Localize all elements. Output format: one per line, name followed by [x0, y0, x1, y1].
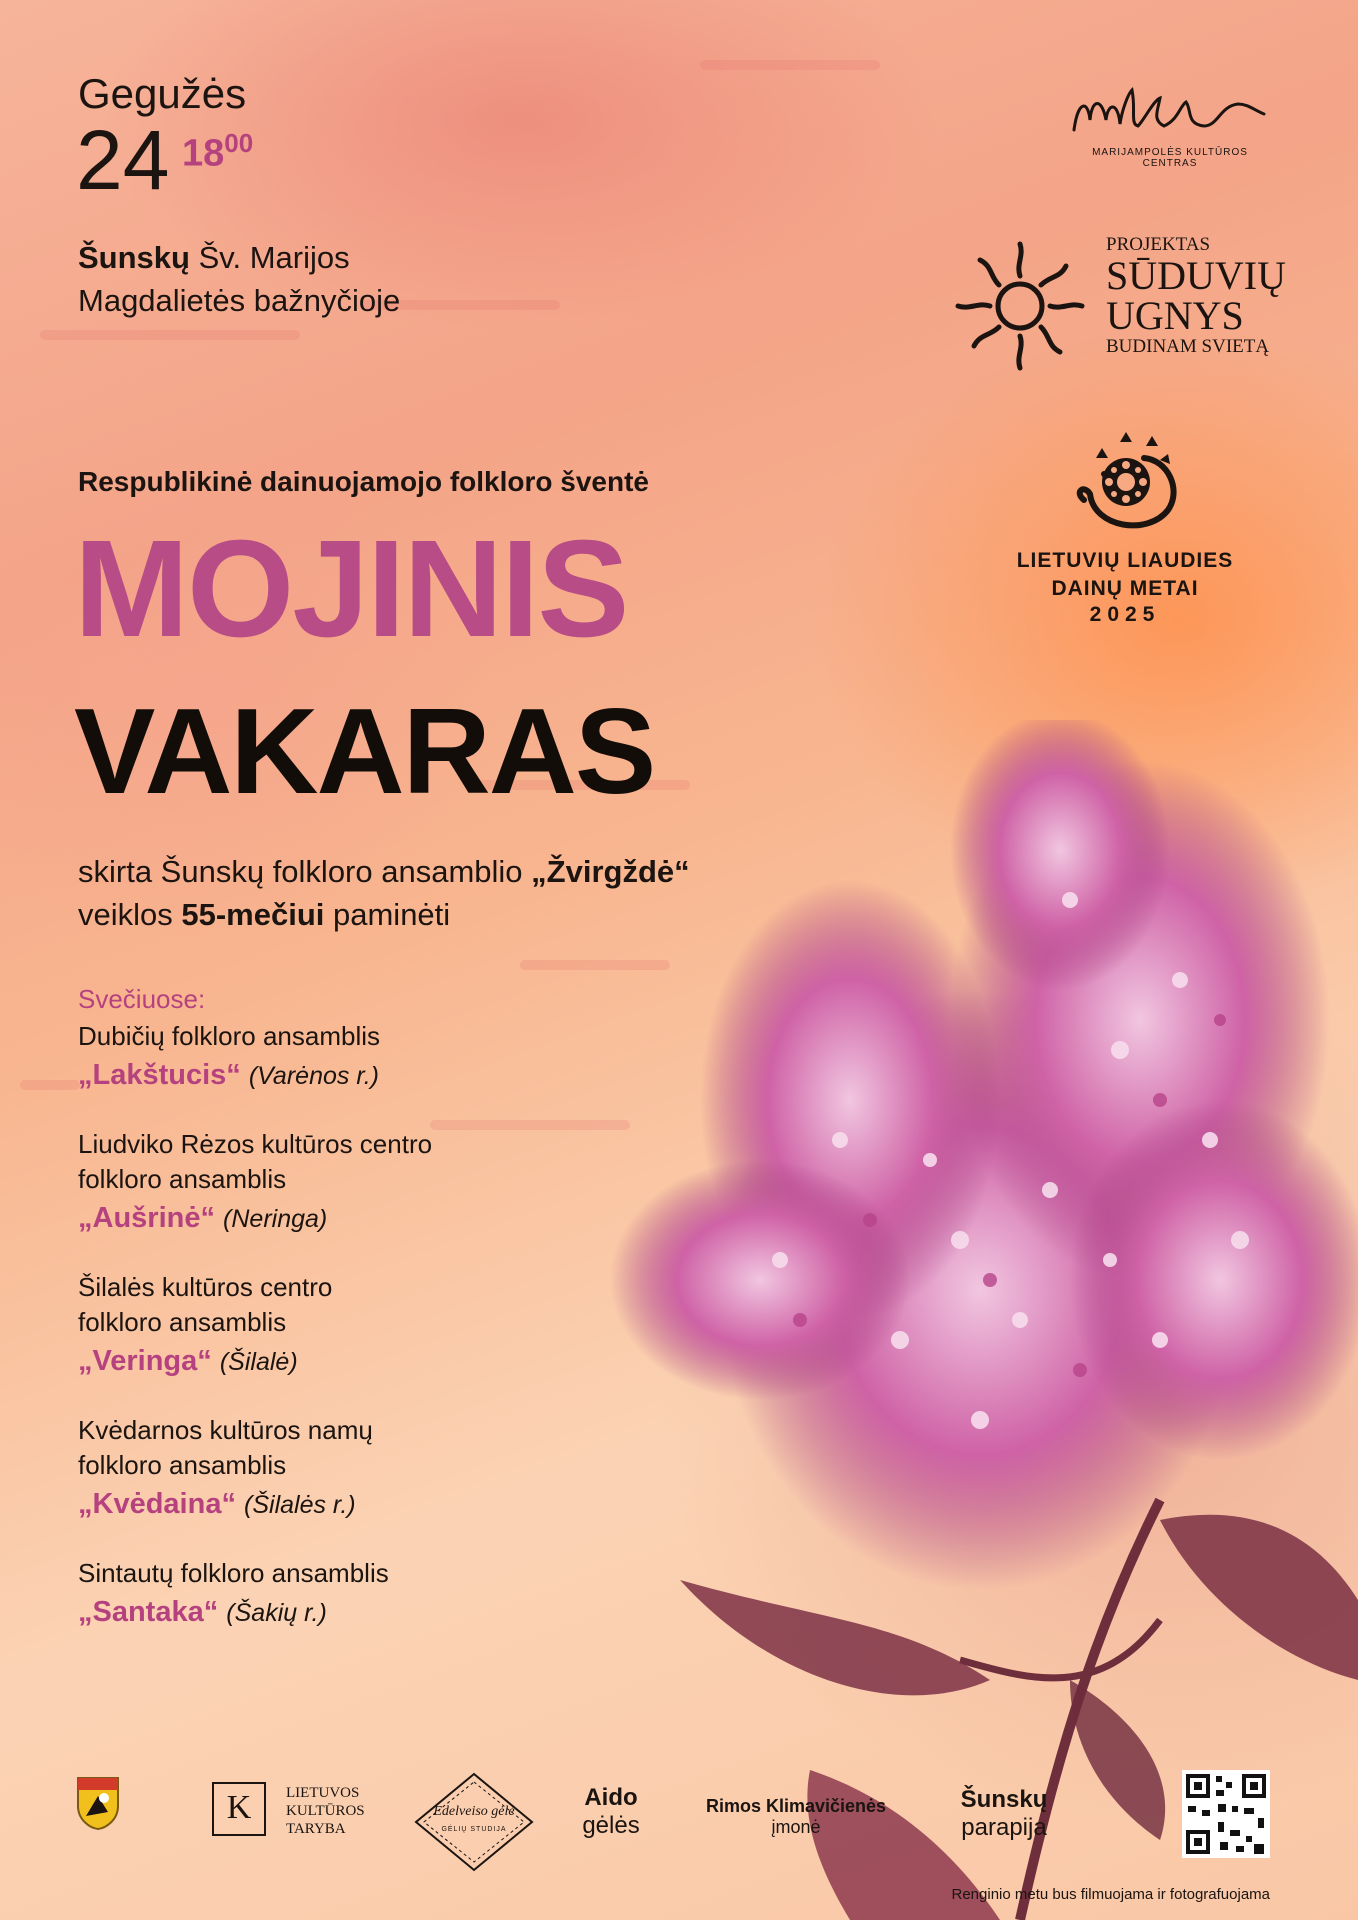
coat-of-arms-icon: [76, 1776, 120, 1830]
rimos-line1: Rimos Klimavičienės: [705, 1796, 887, 1816]
dedication-anniversary: 55-mečiui: [181, 897, 325, 932]
parapija-line1: Šunskų: [960, 1786, 1048, 1813]
texture-streak: [20, 1080, 80, 1090]
time-minutes: 00: [224, 128, 254, 158]
aido-geles: [566, 1784, 656, 1840]
guest-org: Sintautų folkloro ansamblis: [78, 1558, 389, 1588]
guest-place: (Neringa): [223, 1205, 328, 1233]
guest-name: „Kvėdaina“: [78, 1488, 236, 1520]
edelveiso-logo-frame: [412, 1770, 536, 1874]
guest-place: (Varėnos r.): [248, 1062, 379, 1090]
taryba-text: [286, 1784, 365, 1838]
mkc-logo-mark: [1068, 80, 1272, 140]
venue-line2: Magdalietės bažnyčioje: [78, 283, 401, 318]
suduviu-line4: BUDINAM SVIETĄ: [1106, 336, 1270, 357]
sunsku-parapija: [944, 1786, 1064, 1842]
dainu-metai-year: 2025: [1089, 603, 1161, 626]
guest-org: folkloro ansamblis: [78, 1307, 287, 1337]
texture-streak: [700, 60, 880, 70]
venue-line1: Šv. Marijos: [198, 240, 350, 275]
guest-name: „Lakštucis“: [78, 1059, 241, 1091]
taryba-line1: LIETUVOS: [286, 1785, 360, 1801]
guest-org: Dubičių folkloro ansamblis: [78, 1021, 381, 1051]
guest-org: Kvėdarnos kultūros namų: [78, 1415, 373, 1445]
edelveiso-small: GĖLIŲ STUDIJA: [441, 1826, 507, 1833]
suduviu-text: [1106, 234, 1286, 358]
guest-name: „Aušrinė“: [78, 1202, 215, 1234]
suduviu-ugnys-logo: [950, 228, 1286, 378]
bird-ornament-icon: [1060, 430, 1190, 542]
dedication-part2: veiklos: [78, 897, 182, 932]
dedication-ensemble: „Žvirgždė“: [531, 854, 690, 889]
suduviu-line3: UGNYS: [1106, 293, 1244, 338]
guest-org: Liudviko Rėzos kultūros centro: [78, 1129, 433, 1159]
rimos-imone: [690, 1796, 902, 1838]
event-type: Respublikinė dainuojamojo folkloro šventė: [78, 466, 649, 497]
qr-code-icon[interactable]: [1182, 1770, 1270, 1858]
aido-line2: gėlės: [582, 1812, 640, 1839]
guests-label: Svečiuose:: [78, 984, 206, 1014]
dainu-metai-logo: [1000, 430, 1250, 627]
venue-town: Šunskų: [78, 240, 190, 275]
taryba-logo-mark: [212, 1782, 266, 1836]
taryba-line3: TARYBA: [286, 1821, 346, 1837]
guest-place: (Šilalės r.): [244, 1491, 356, 1519]
lilac-illustration: [600, 720, 1358, 1920]
guests-list: [78, 984, 638, 1664]
dedication: [78, 850, 690, 936]
aido-line1: Aido: [584, 1784, 638, 1811]
filming-note: Renginio metu bus filmuojama ir fotografuojama: [951, 1886, 1270, 1903]
guest-item: [78, 1270, 638, 1383]
guest-place: (Šakių r.): [226, 1599, 327, 1627]
guest-item: [78, 1556, 638, 1634]
sponsors-bar: [0, 1770, 1358, 1870]
suduviu-line1: PROJEKTAS: [1106, 234, 1211, 255]
venue: [78, 236, 400, 322]
time-hours: 18: [182, 132, 225, 175]
guest-item: [78, 1413, 638, 1526]
guest-item: [78, 1127, 638, 1240]
date-time: [182, 128, 253, 176]
title-line2: VAKARAS: [74, 683, 655, 819]
guest-org: folkloro ansamblis: [78, 1164, 287, 1194]
guest-item: [78, 1019, 638, 1097]
dedication-part3: paminėti: [324, 897, 451, 932]
sun-icon: [950, 236, 1090, 376]
guest-name: „Santaka“: [78, 1596, 219, 1628]
edelveiso-script: Edelveiso gėlė: [433, 1804, 515, 1819]
title-line1: MOJINIS: [74, 512, 628, 666]
dedication-part1: skirta Šunskų folkloro ansamblio: [78, 854, 532, 889]
guest-org: Šilalės kultūros centro: [78, 1272, 333, 1302]
texture-streak: [40, 330, 300, 340]
guest-place: (Šilalė): [219, 1348, 298, 1376]
mkc-caption: MARIJAMPOLĖS KULTŪROS CENTRAS: [1092, 147, 1248, 169]
dainu-metai-line1: LIETUVIŲ LIAUDIES: [1016, 549, 1234, 572]
date-day: 24: [76, 113, 170, 207]
dainu-metai-line2: DAINŲ METAI: [1051, 577, 1199, 600]
guest-name: „Veringa“: [78, 1345, 212, 1377]
rimos-line2: įmonė: [771, 1817, 821, 1837]
date-month: Gegužės: [78, 70, 247, 117]
taryba-line2: KULTŪROS: [286, 1803, 365, 1819]
taryba-letter: K: [226, 1789, 252, 1826]
guest-org: folkloro ansamblis: [78, 1450, 287, 1480]
mkc-logo: [1068, 80, 1272, 169]
parapija-line2: parapija: [961, 1814, 1047, 1841]
suduviu-line2: SŪDUVIŲ: [1106, 253, 1286, 298]
